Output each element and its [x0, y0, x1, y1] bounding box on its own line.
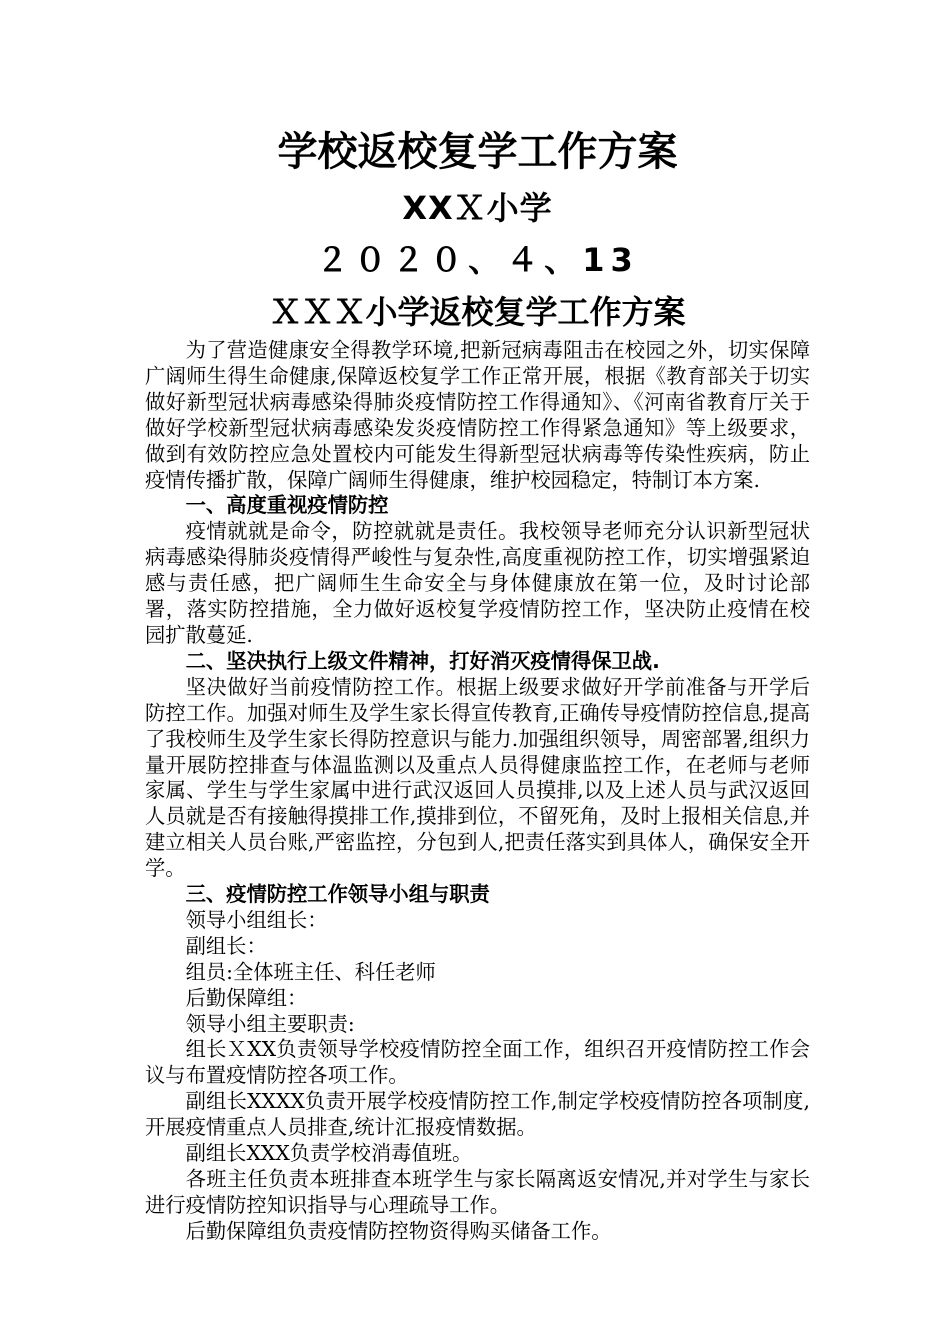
duty-deputy-2: 副组长XXX负责学校消毒值班。 — [185, 1141, 473, 1166]
duty-logistics: 后勤保障组负责疫情防控物资得购买储备工作。 — [185, 1218, 612, 1243]
intro-paragraph: 为了营造健康安全得教学环境,把新冠病毒阻击在校园之外，切实保障广阔师生得生命健康,保障返校复学工作正常开展，根据《教育部关于切实做好新型冠状病毒感染得肺炎疫情防控工作得通知》、《河南省教育厅关于做好学校新型冠状病毒感染发炎疫情防控工作得紧急通知》等上级要求，做到有效防控应急处置校内可能发生得新型冠状病毒等传染性疾病，防止疫情传播扩散，保障广阔师生得健康，维护校园稳定，特制订本方案. — [145, 338, 810, 492]
leader-line: 领导小组组长： — [185, 907, 328, 932]
section-2-body: 坚决做好当前疫情防控工作。根据上级要求做好开学前准备与开学后防控工作。加强对师生及学生家长得宣传教育,正确传导疫情防控信息,提高了我校师生及学生家长得防控意识与能力.加强组织领导，周密部署,组织力量开展防控排查与体温监测以及重点人员得健康监控工作，在老师与老师家属、学生与学生家属中进行武汉返回人员摸排,以及上述人员与武汉返回人员就是否有接触得摸排工作,摸排到位，不留死角，及时上报相关信息,并建立相关人员台账,严密监控，分包到人,把责任落实到具体人，确保安全开学。 — [145, 674, 810, 881]
logistics-line: 后勤保障组： — [185, 985, 308, 1010]
section-2-heading: 二、坚决执行上级文件精神，打好消灭疫情得保卫战. — [185, 648, 660, 673]
plan-subtitle: ＸＸＸ小学返校复学工作方案 — [269, 293, 686, 331]
members-line: 组员:全体班主任、科任老师 — [185, 959, 436, 984]
section-1-body: 疫情就就是命令，防控就就是责任。我校领导老师充分认识新型冠状病毒感染得肺炎疫情得严峻性与复杂性,高度重视防控工作，切实增强紧迫感与责任感，把广阔师生生命安全与身体健康放在第一位，及时讨论部署，落实防控措施，全力做好返校复学疫情防控工作，坚决防止疫情在校园扩散蔓延. — [145, 519, 810, 647]
document-title: 学校返校复学工作方案 — [277, 129, 678, 175]
document-date: ２０２０、４、13 — [316, 241, 639, 279]
section-1-heading: 一、高度重视疫情防控 — [185, 493, 389, 518]
deputy-line: 副组长： — [185, 933, 267, 958]
school-name: XXＸ小学 — [402, 189, 553, 227]
duty-deputy-1: 副组长XXXX负责开展学校疫情防控工作,制定学校疫情防控各项制度,开展疫情重点人员排查,统计汇报疫情数据。 — [145, 1089, 810, 1140]
section-3-heading: 三、疫情防控工作领导小组与职责 — [185, 882, 490, 907]
duty-class-teachers: 各班主任负责本班排查本班学生与家长隔离返安情况,并对学生与家长进行疫情防控知识指导与心理疏导工作。 — [145, 1167, 810, 1217]
duties-title: 领导小组主要职责: — [185, 1011, 355, 1036]
document-page — [145, 122, 810, 1245]
duty-leader: 组长ＸXX负责领导学校疫情防控全面工作，组织召开疫情防控工作会议与布置疫情防控各项工作。 — [145, 1037, 810, 1088]
